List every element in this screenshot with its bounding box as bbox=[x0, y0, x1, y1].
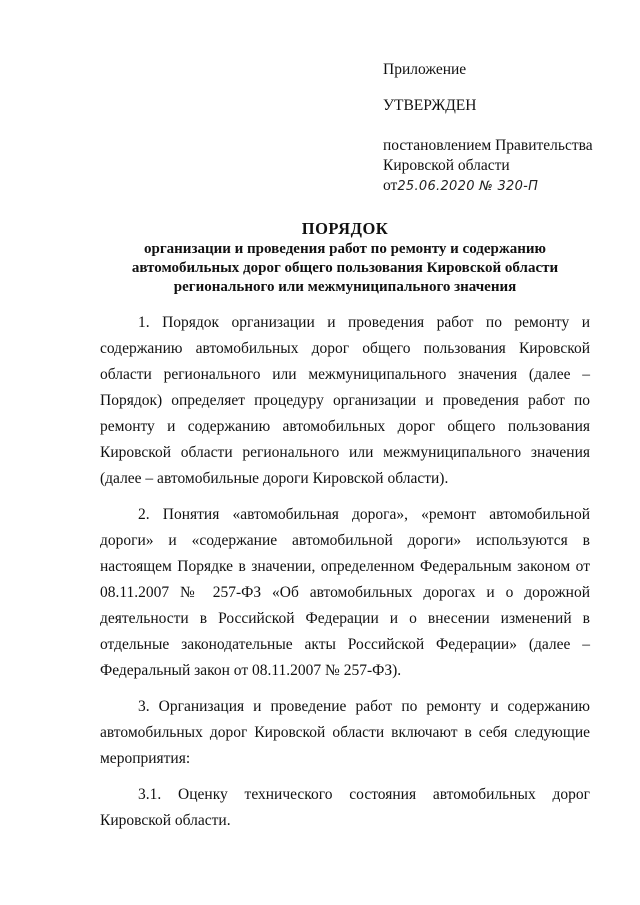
decree-line-1: постановлением Правительства bbox=[383, 137, 593, 154]
document-title-block bbox=[100, 218, 590, 297]
document-subtitle-line-2: автомобильных дорог общего пользования Кировской области bbox=[131, 260, 559, 276]
approved-label: УТВЕРЖДЕН bbox=[383, 97, 477, 114]
approval-stamp-block bbox=[383, 60, 623, 197]
decree-date-line bbox=[383, 176, 623, 197]
paragraph-3: 3. Организация и проведение работ по ремонту и содержанию автомобильных дорог Кировской области включают в себя следующие мероприятия: bbox=[100, 698, 590, 767]
document-body bbox=[100, 310, 590, 844]
paragraph-1: 1. Порядок организации и проведения работ по ремонту и содержанию автомобильных дорог общего пользования Кировской области регионального или межмуниципального значения (далее – Порядок) определяет процедуру организации и проведения работ по ремонту и содержанию автомобильных дорог общего пользования Кировской области регионального или межмуниципального значения (далее – автомобильные дороги Кировской области). bbox=[100, 314, 590, 487]
date-prefix: от bbox=[383, 177, 398, 194]
paragraph-3-1: 3.1. Оценку технического состояния автомобильных дорог Кировской области. bbox=[100, 786, 590, 829]
document-subtitle-line-3: регионального или межмуниципального значения bbox=[173, 279, 517, 295]
paragraph-2: 2. Понятия «автомобильная дорога», «ремонт автомобильной дороги» и «содержание автомобильной дороги» используются в настоящем Порядке в значении, определенном Федеральным законом от 08.11.2007 № 257-ФЗ «Об автомобильных дорогах и о дорожной деятельности в Российской Федерации и о внесении изменений в отдельные законодательные акты Российской Федерации» (далее – Федеральный закон от 08.11.2007 № 257-ФЗ). bbox=[100, 506, 590, 679]
handwritten-date-number: 25.06.2020 № 320-П bbox=[397, 179, 539, 194]
decree-line-2: Кировской области bbox=[383, 157, 510, 174]
appendix-label: Приложение bbox=[383, 61, 467, 78]
document-subtitle-line-1: организации и проведения работ по ремонту и содержанию bbox=[144, 241, 546, 257]
document-title: ПОРЯДОК bbox=[301, 219, 389, 238]
